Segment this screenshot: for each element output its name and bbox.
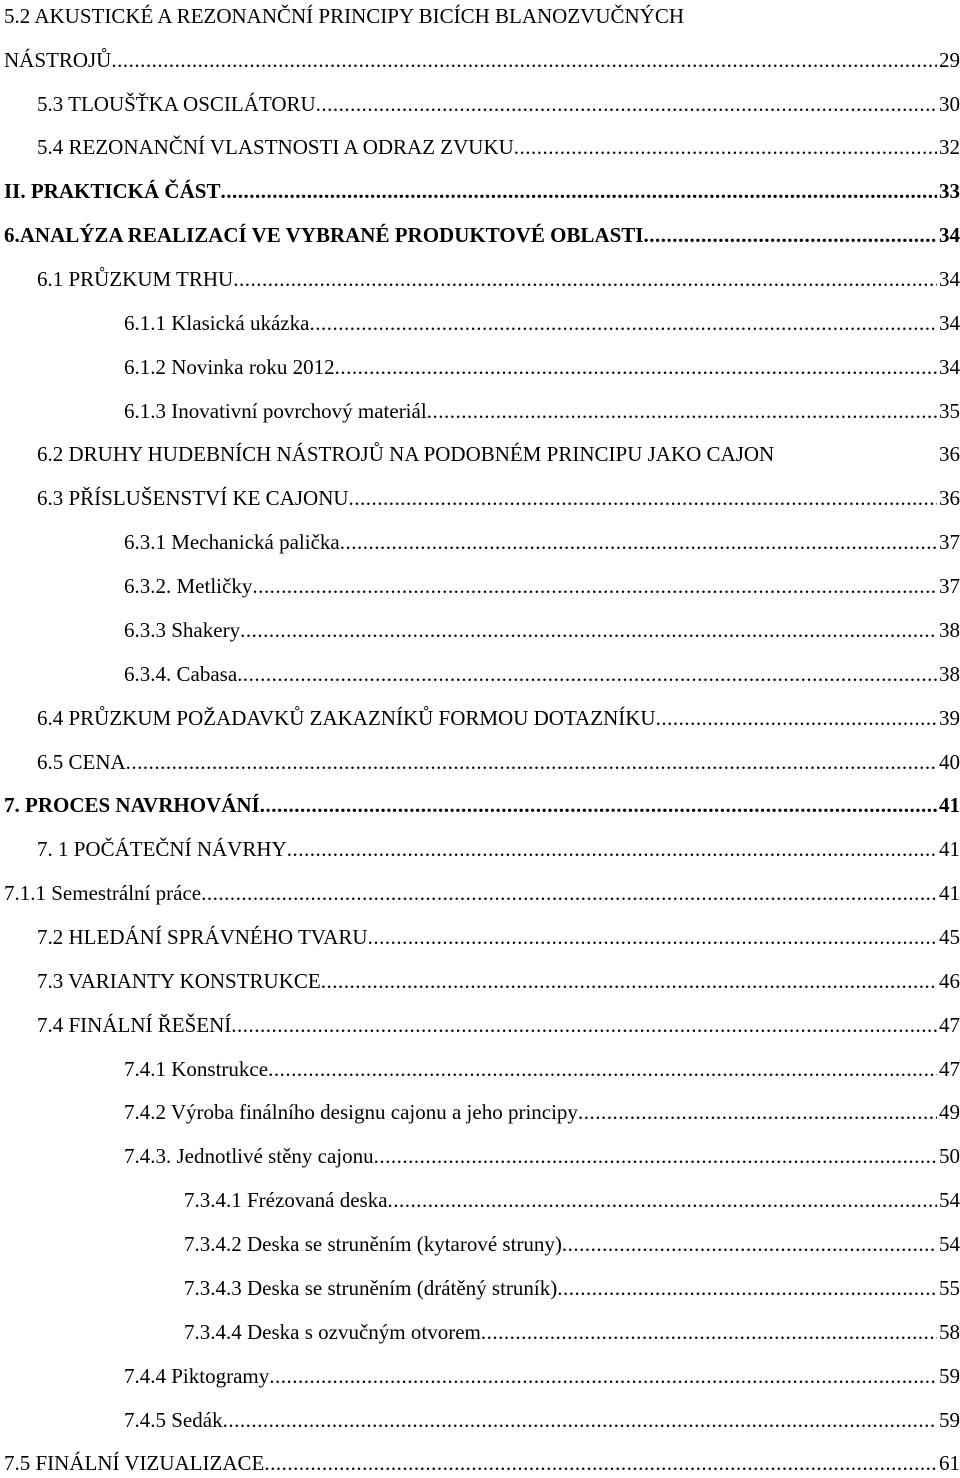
toc-entry-page: 54 bbox=[939, 1232, 960, 1256]
toc-entry-page: 55 bbox=[939, 1276, 960, 1300]
toc-entry-page: 30 bbox=[939, 92, 960, 116]
toc-leader-dots bbox=[374, 1141, 937, 1171]
toc-entry-title: 6.3.4. Cabasa bbox=[124, 662, 238, 686]
toc-entry[interactable] bbox=[184, 1229, 960, 1259]
toc-entry[interactable] bbox=[124, 396, 960, 426]
toc-entry-title: 6.1.3 Inovativní povrchový materiál bbox=[124, 399, 427, 423]
toc-leader-dots bbox=[562, 1229, 937, 1259]
toc-entry-page: 37 bbox=[939, 530, 960, 554]
toc-leader-dots bbox=[340, 527, 937, 557]
toc-leader-dots bbox=[126, 747, 937, 777]
toc-entry-page: 47 bbox=[939, 1057, 960, 1081]
toc-entry[interactable] bbox=[124, 308, 960, 338]
toc-entry-page: 41 bbox=[939, 837, 960, 861]
toc-entry-page: 45 bbox=[939, 925, 960, 949]
toc-entry[interactable] bbox=[37, 483, 960, 513]
toc-entry-page: 36 bbox=[939, 486, 960, 510]
toc-entry-page: 58 bbox=[939, 1320, 960, 1344]
toc-leader-dots bbox=[220, 176, 937, 206]
toc-entry[interactable] bbox=[37, 966, 960, 996]
toc-entry-page: 32 bbox=[939, 135, 960, 159]
toc-entry[interactable] bbox=[37, 747, 960, 777]
toc-entry[interactable] bbox=[124, 352, 960, 382]
toc-entry-page: 38 bbox=[939, 618, 960, 642]
toc-entry[interactable] bbox=[124, 1054, 960, 1084]
toc-leader-dots bbox=[427, 396, 937, 426]
toc-entry[interactable] bbox=[37, 922, 960, 952]
toc-entry-title: 7.4 FINÁLNÍ ŘEŠENÍ bbox=[37, 1013, 232, 1037]
toc-entry-title: 7.3 VARIANTY KONSTRUKCE bbox=[37, 969, 321, 993]
toc-entry[interactable] bbox=[37, 439, 960, 469]
toc-entry-title: 6.3.1 Mechanická palička bbox=[124, 530, 340, 554]
toc-entry-page: 41 bbox=[939, 881, 960, 905]
toc-entry-page: 61 bbox=[939, 1451, 960, 1475]
toc-entry-title: II. PRAKTICKÁ ČÁST bbox=[4, 179, 221, 203]
toc-entry[interactable] bbox=[124, 1405, 960, 1435]
toc-leader-dots bbox=[233, 264, 937, 294]
toc-entry-title: NÁSTROJŮ bbox=[4, 48, 112, 72]
toc-entry-page: 47 bbox=[939, 1013, 960, 1037]
toc-leader-dots bbox=[557, 1273, 937, 1303]
toc-entry[interactable] bbox=[37, 132, 960, 162]
toc-entry-page: 40 bbox=[939, 750, 960, 774]
toc-leader-dots bbox=[321, 966, 937, 996]
toc-leader-dots bbox=[514, 132, 937, 162]
toc-entry-title: 7.4.4 Piktogramy bbox=[124, 1364, 270, 1388]
toc-entry-page: 38 bbox=[939, 662, 960, 686]
toc-entry-title: 7.4.3. Jednotlivé stěny cajonu bbox=[124, 1144, 374, 1168]
toc-entry[interactable] bbox=[4, 45, 960, 75]
toc-leader-dots bbox=[111, 45, 937, 75]
toc-entry-page: 34 bbox=[939, 267, 960, 291]
toc-entry-title: 7. PROCES NAVRHOVÁNÍ bbox=[4, 793, 260, 817]
toc-entry[interactable] bbox=[124, 1141, 960, 1171]
toc-entry[interactable] bbox=[184, 1273, 960, 1303]
toc-entry-title: 7.4.5 Sedák bbox=[124, 1408, 223, 1432]
toc-entry[interactable] bbox=[184, 1317, 960, 1347]
toc-entry-title: 7.4.2 Výroba finálního designu cajonu a jeho principy bbox=[124, 1100, 578, 1124]
toc-entry-page: 46 bbox=[939, 969, 960, 993]
toc-leader-dots bbox=[237, 659, 937, 689]
toc-entry-title: 7.3.4.1 Frézovaná deska bbox=[184, 1188, 388, 1212]
toc-entry[interactable] bbox=[37, 89, 960, 119]
toc-entry-page: 34 bbox=[939, 355, 960, 379]
toc-entry[interactable] bbox=[124, 1097, 960, 1127]
toc-entry-page: 39 bbox=[939, 706, 960, 730]
toc-entry[interactable] bbox=[4, 878, 960, 908]
toc-leader-dots bbox=[643, 220, 937, 250]
toc-entry-page: 54 bbox=[939, 1188, 960, 1212]
toc-entry-title: 6.3 PŘÍSLUŠENSTVÍ KE CAJONU bbox=[37, 486, 349, 510]
toc-entry[interactable] bbox=[37, 834, 960, 864]
toc-entry-title: 6.1.1 Klasická ukázka bbox=[124, 311, 310, 335]
toc-entry-title: 7.3.4.4 Deska s ozvučným otvorem bbox=[184, 1320, 481, 1344]
toc-leader-dots bbox=[309, 308, 937, 338]
toc-leader-dots bbox=[264, 1448, 937, 1478]
toc-entry-title: 7.4.1 Konstrukce bbox=[124, 1057, 269, 1081]
toc-leader-dots bbox=[287, 834, 937, 864]
toc-entry-title: 6.ANALÝZA REALIZACÍ VE VYBRANÉ PRODUKTOVÉ OBLASTI bbox=[4, 223, 644, 247]
toc-entry-page: 35 bbox=[939, 399, 960, 423]
toc-entry bbox=[4, 1, 960, 31]
toc-leader-dots bbox=[231, 1010, 937, 1040]
toc-entry-page: 37 bbox=[939, 574, 960, 598]
toc-entry[interactable] bbox=[124, 527, 960, 557]
toc-entry[interactable] bbox=[37, 264, 960, 294]
toc-entry[interactable] bbox=[124, 615, 960, 645]
toc-leader-dots bbox=[656, 703, 937, 733]
toc-leader-dots bbox=[349, 483, 937, 513]
toc-entry-page: 50 bbox=[939, 1144, 960, 1168]
toc-entry[interactable] bbox=[124, 571, 960, 601]
toc-entry-title: 6.2 DRUHY HUDEBNÍCH NÁSTROJŮ NA PODOBNÉM PRINCIPU JAKO CAJON bbox=[37, 442, 775, 466]
toc-entry[interactable] bbox=[37, 703, 960, 733]
toc-entry[interactable] bbox=[184, 1185, 960, 1215]
toc-leader-dots bbox=[223, 1405, 937, 1435]
toc-leader-dots bbox=[268, 1054, 937, 1084]
toc-entry-title: 7.3.4.3 Deska se struněním (drátěný struník) bbox=[184, 1276, 558, 1300]
toc-entry-page: 29 bbox=[939, 48, 960, 72]
toc-entry-page: 49 bbox=[939, 1100, 960, 1124]
toc-entry[interactable] bbox=[124, 1361, 960, 1391]
toc-leader-dots bbox=[269, 1361, 937, 1391]
toc-entry-title: 6.5 CENA bbox=[37, 750, 126, 774]
toc-leader-dots bbox=[481, 1317, 937, 1347]
toc-entry-page: 34 bbox=[939, 311, 960, 335]
toc-entry-title: 6.1 PRŮZKUM TRHU bbox=[37, 267, 234, 291]
toc-entry-page: 59 bbox=[939, 1408, 960, 1432]
toc-entry-title: 5.2 AKUSTICKÉ A REZONANČNÍ PRINCIPY BICÍCH BLANOZVUČNÝCH bbox=[4, 4, 685, 28]
toc-entry[interactable] bbox=[4, 790, 960, 820]
toc-entry-title: 6.1.2 Novinka roku 2012 bbox=[124, 355, 335, 379]
toc-entry-page: 59 bbox=[939, 1364, 960, 1388]
toc-leader-dots bbox=[316, 89, 937, 119]
toc-entry-title: 7.2 HLEDÁNÍ SPRÁVNÉHO TVARU bbox=[37, 925, 368, 949]
toc-entry-title: 7. 1 POČÁTEČNÍ NÁVRHY bbox=[37, 837, 287, 861]
toc-leader-dots bbox=[240, 615, 937, 645]
toc-entry-page: 41 bbox=[939, 793, 960, 817]
toc-entry-page: 34 bbox=[939, 223, 960, 247]
toc-entry-title: 5.4 REZONANČNÍ VLASTNOSTI A ODRAZ ZVUKU bbox=[37, 135, 514, 159]
toc-leader-dots bbox=[335, 352, 937, 382]
toc-entry-title: 6.3.2. Metličky bbox=[124, 574, 253, 598]
toc-entry-title: 7.1.1 Semestrální práce bbox=[4, 881, 202, 905]
toc-entry[interactable] bbox=[37, 1010, 960, 1040]
toc-entry[interactable] bbox=[4, 176, 960, 206]
toc-entry-page: 36 bbox=[939, 442, 960, 466]
toc-leader-dots bbox=[201, 878, 937, 908]
toc-entry-page: 33 bbox=[939, 179, 960, 203]
toc-entry-title: 7.5 FINÁLNÍ VIZUALIZACE bbox=[4, 1451, 265, 1475]
toc-leader-dots bbox=[578, 1097, 937, 1127]
toc-leader-dots bbox=[388, 1185, 937, 1215]
toc-entry-title: 6.4 PRŮZKUM POŽADAVKŮ ZAKAZNÍKŮ FORMOU DOTAZNÍKU bbox=[37, 706, 656, 730]
toc-leader-dots bbox=[252, 571, 937, 601]
toc-entry[interactable] bbox=[4, 1448, 960, 1478]
toc-entry-title: 6.3.3 Shakery bbox=[124, 618, 241, 642]
toc-entry[interactable] bbox=[124, 659, 960, 689]
toc-entry-title: 7.3.4.2 Deska se struněním (kytarové struny) bbox=[184, 1232, 562, 1256]
toc-entry[interactable] bbox=[4, 220, 960, 250]
toc-leader-dots bbox=[368, 922, 937, 952]
toc-entry-title: 5.3 TLOUŠŤKA OSCILÁTORU bbox=[37, 92, 316, 116]
toc-leader-dots bbox=[260, 790, 937, 820]
